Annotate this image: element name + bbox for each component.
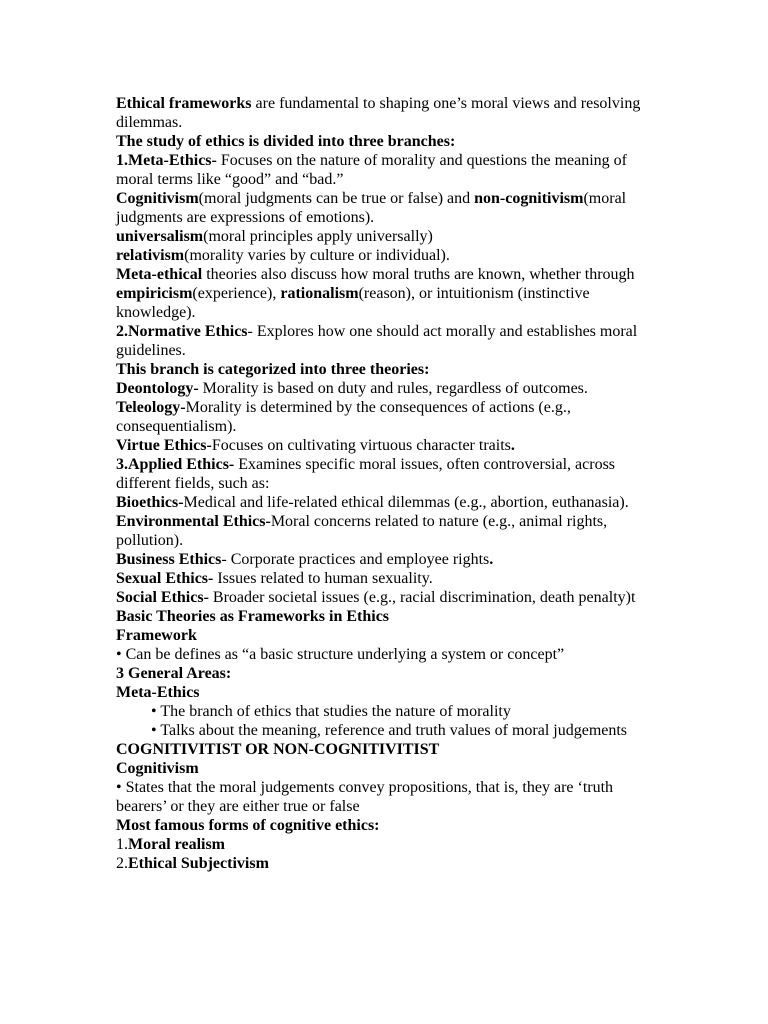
paragraph [116, 683, 664, 702]
bold-text: Bioethics- [116, 494, 184, 511]
text: • Talks about the meaning, reference and truth values of moral judgements [151, 722, 628, 739]
bold-text: COGNITIVITIST OR NON-COGNITIVITIST [116, 741, 440, 758]
bold-text: Most famous forms of cognitive ethics: [116, 817, 380, 834]
paragraph [116, 835, 664, 854]
bold-text: 1.Meta-Ethics- [116, 152, 217, 169]
text: Morality is based on duty and rules, regardless of outcomes. [198, 380, 588, 397]
bold-text: Basic Theories as Frameworks in Ethics [116, 608, 390, 625]
bold-text: . [489, 551, 494, 568]
text: Broader societal issues (e.g., racial discrimination, death penalty)t [208, 589, 636, 606]
paragraph [116, 360, 664, 379]
bold-text: Cognitivism [116, 760, 199, 777]
bold-text: Moral realism [128, 836, 226, 853]
bold-text: Environmental Ethics- [116, 513, 271, 530]
paragraph [116, 151, 664, 189]
text: theories also discuss how moral truths are known, whether through [202, 266, 635, 283]
paragraph [116, 702, 664, 721]
paragraph [116, 398, 664, 436]
bold-text: 2.Normative Ethics [116, 323, 248, 340]
text: (morality varies by culture or individual). [184, 247, 450, 264]
text: Moral concerns related to nature (e.g., animal rights, pollution). [116, 513, 608, 549]
text: - Corporate practices and employee rights [221, 551, 490, 568]
text: (reason), or intuitionism (instinctive knowledge). [116, 285, 590, 321]
text: • Can be defines as “a basic structure underlying a system or concept” [116, 646, 565, 663]
paragraph [116, 607, 664, 626]
text: • States that the moral judgements convey propositions, that is, they are ‘truth bearers’ or they are either true or false [116, 779, 614, 815]
text: - Explores how one should act morally and establishes moral guidelines. [116, 323, 638, 359]
paragraph [116, 778, 664, 816]
text: 1. [116, 836, 128, 853]
paragraph [116, 721, 664, 740]
text: are fundamental to shaping one’s moral views and resolving dilemmas. [116, 95, 641, 131]
paragraph [116, 626, 664, 645]
paragraph [116, 645, 664, 664]
bold-text: rationalism [280, 285, 359, 302]
paragraph [116, 227, 664, 246]
bold-text: 3.Applied Ethics- [116, 456, 235, 473]
bold-text: Cognitivism [116, 190, 199, 207]
paragraph [116, 455, 664, 493]
paragraph [116, 379, 664, 398]
paragraph [116, 550, 664, 569]
bold-text: non-cognitivism [474, 190, 584, 207]
text: Issues related to human sexuality. [213, 570, 433, 587]
bold-text: . [510, 437, 515, 454]
text: (experience), [192, 285, 281, 302]
paragraph [116, 322, 664, 360]
bold-text: Sexual Ethics- [116, 570, 214, 587]
text: Examines specific moral issues, often controversial, across different fields, such as: [116, 456, 616, 492]
document-page [116, 94, 664, 873]
bold-text: 3 General Areas: [116, 665, 232, 682]
paragraph [116, 588, 664, 607]
bold-text: universalism [116, 228, 204, 245]
text: Morality is determined by the consequences of actions (e.g., consequentialism). [116, 399, 571, 435]
paragraph [116, 740, 664, 759]
text: (moral judgments can be true or false) and [198, 190, 475, 207]
text: Medical and life-related ethical dilemmas (e.g., abortion, euthanasia). [183, 494, 629, 511]
bold-text: Meta-Ethics [116, 684, 200, 701]
bold-text: Ethical frameworks [116, 95, 252, 112]
paragraph [116, 816, 664, 835]
bold-text: Teleology- [116, 399, 186, 416]
bold-text: Framework [116, 627, 197, 644]
bold-text: empiricism [116, 285, 193, 302]
paragraph [116, 94, 664, 132]
bold-text: Business Ethics [116, 551, 222, 568]
bold-text: Meta-ethical [116, 266, 203, 283]
text: 2. [116, 855, 128, 872]
paragraph [116, 436, 664, 455]
paragraph [116, 854, 664, 873]
paragraph [116, 569, 664, 588]
text: (moral judgments are expressions of emotions). [116, 190, 627, 226]
bold-text: Social Ethics- [116, 589, 209, 606]
paragraph [116, 246, 664, 265]
text: (moral principles apply universally) [203, 228, 433, 245]
text: Focuses on cultivating virtuous character traits [211, 437, 511, 454]
text: Focuses on the nature of morality and questions the meaning of moral terms like “good” and “bad.” [116, 152, 627, 188]
paragraph [116, 512, 664, 550]
bold-text: relativism [116, 247, 185, 264]
bold-text: Deontology- [116, 380, 199, 397]
bold-text: This branch is categorized into three theories: [116, 361, 430, 378]
bold-text: Ethical Subjectivism [128, 855, 269, 872]
paragraph [116, 189, 664, 227]
bold-text: Virtue Ethics- [116, 437, 212, 454]
text: • The branch of ethics that studies the nature of morality [151, 703, 511, 720]
paragraph [116, 493, 664, 512]
bold-text: The study of ethics is divided into three branches: [116, 133, 456, 150]
paragraph [116, 664, 664, 683]
paragraph [116, 265, 664, 322]
paragraph [116, 759, 664, 778]
paragraph [116, 132, 664, 151]
